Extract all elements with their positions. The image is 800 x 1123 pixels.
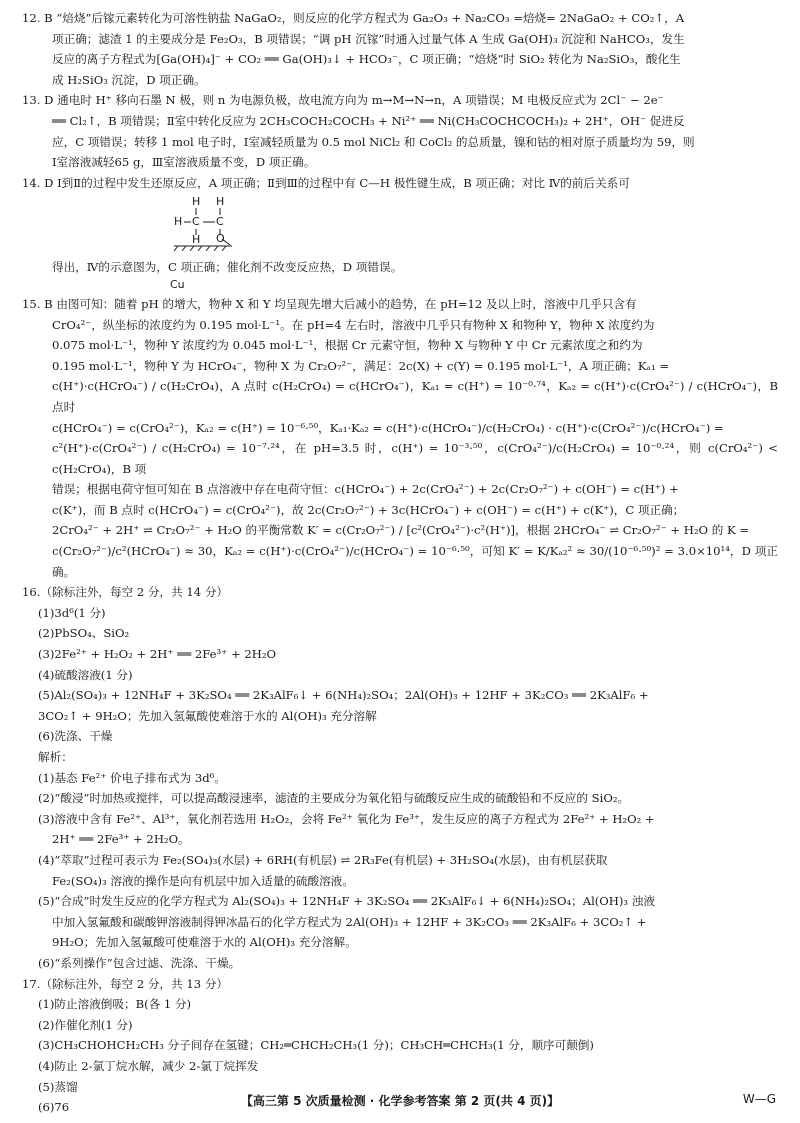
q16-explain-6: (6)“系列操作”包含过滤、洗涤、干燥。 [38, 955, 241, 970]
q16-answer-2: (2)PbSO₄、SiO₂ [38, 626, 130, 641]
atom-cu: Cu [170, 277, 185, 291]
q16-analysis-label: 解析： [38, 750, 73, 764]
q16-explain-5b: 中加入氢氟酸和碳酸钾溶液制得钾冰晶石的化学方程式为 2Al(OH)₃ + 12HF + 3K₂CO₃ ══ 2K₃AlF₆ + 3CO₂↑ + [52, 914, 647, 929]
q16-explain-5c: 9H₂O；先加入氢氟酸可使难溶于水的 Al(OH)₃ 充分溶解。 [52, 935, 357, 950]
structure-bonds [170, 195, 290, 257]
q12-line-3: 反应的离子方程式为[Ga(OH)₄]⁻ + CO₂ ══ Ga(OH)₃↓ + HCO₃⁻，C 项正确；“焙烧”时 SiO₂ 转化为 Na₂SiO₃，酸化生 [52, 52, 681, 67]
q17-answer-1: (1)防止溶液倒吸；B(各 1 分) [38, 997, 192, 1012]
q12-line-2: 项正确；滤渣 1 的主要成分是 Fe₂O₃，B 项错误；“调 pH 沉镓”时通入过量气体 A 生成 Ga(OH)₃ 沉淀和 NaHCO₃，发生 [52, 31, 685, 46]
q16-explain-3b: 2H⁺ ══ 2Fe³⁺ + 2H₂O。 [52, 832, 190, 847]
atom-c: C [192, 215, 200, 229]
footer-title: 【高三第 5 次质量检测 · 化学参考答案 第 2 页(共 4 页)】 [240, 1094, 560, 1108]
page-footer [0, 1092, 800, 1112]
q17-answer-4: (4)防止 2-氯丁烷水解，减少 2-氯丁烷挥发 [38, 1058, 259, 1073]
q16-explain-5a: (5)“合成”时发生反应的化学方程式为 Al₂(SO₄)₃ + 12NH₄F + 3K₂SO₄ ══ 2K₃AlF₆↓ + 6(NH₄)₂SO₄；Al(OH)₃ 浊液 [38, 894, 655, 909]
atom-h-top-right: H [216, 195, 225, 209]
q14-line-2-tail: ，C 项正确；催化剂不改变反应热，D 项错误。 [156, 260, 403, 275]
q16-explain-2: (2)“酸浸”时加热或搅拌，可以提高酸浸速率，滤渣的主要成分为氧化铅与硫酸反应生成的硫酸铅和不反应的 SiO₂。 [38, 791, 630, 806]
q16-explain-4a: (4)“萃取”过程可表示为 Fe₂(SO₄)₃(水层) + 6RH(有机层) ⇌ 2R₃Fe(有机层) + 3H₂SO₄(水层)，由有机层获取 [38, 852, 608, 867]
q16-answer-5a: (5)Al₂(SO₄)₃ + 12NH₄F + 3K₂SO₄ ══ 2K₃AlF₆↓ + 6(NH₄)₂SO₄；2Al(OH)₃ + 12HF + 3K₂CO₃ ══ 2K₃AlF₆ + [38, 688, 649, 703]
atom-h-bottom: H [192, 233, 201, 247]
atom-h-left: H [174, 215, 183, 229]
q15-line-9: c(K⁺)，而 B 点时 c(HCrO₄⁻) = c(CrO₄²⁻)，故 2c(Cr₂O₇²⁻) + 3c(HCrO₄⁻) + c(OH⁻) = c(H⁺) + c(K⁺)，C 项正确； [52, 502, 685, 517]
q15-line-8: 错误；根据电荷守恒可知在 B 点溶液中存在电荷守恒：c(HCrO₄⁻) + 2c(CrO₄²⁻) + 2c(Cr₂O₇²⁻) + c(OH⁻) = c(H⁺) + [52, 482, 679, 497]
q13-line-3: 应，C 项错误；转移 1 mol 电子时，Ⅰ室减轻质量为 0.5 mol NiCl₂ 和 CoCl₂ 的总质量，镍和钴的相对原子质量均为 59，则 [52, 134, 695, 149]
q15-line-5: c(H⁺)·c(HCrO₄⁻) / c(H₂CrO₄)，A 点时 c(H₂CrO₄) = c(HCrO₄⁻)，Kₐ₁ = c(H⁺) = 10⁻⁰·⁷⁴，Kₐ₂ = c(H⁺)·c(CrO₄²⁻) / c(HCrO₄⁻)，B 点时 [52, 379, 778, 414]
q16-answer-5b: 3CO₂↑ + 9H₂O；先加入氢氟酸使难溶于水的 Al(OH)₃ 充分溶解 [38, 708, 377, 723]
q17-answer-5: (5)蒸馏 [38, 1079, 78, 1094]
q14-line-2-lead: 得出，Ⅳ的示意图为 [52, 260, 157, 275]
q15-line-11: c(Cr₂O₇²⁻)/c²(HCrO₄⁻) ≈ 30，Kₐ₂ = c(H⁺)·c(CrO₄²⁻)/c(HCrO₄⁻) = 10⁻⁶·⁵⁰，可知 K′ = K/Kₐ₂² ≈ 30/(10⁻⁶·⁵⁰)² = 3.0×10¹⁴，D 项正确。 [52, 544, 778, 579]
q15-line-3: 0.075 mol·L⁻¹，物种 Y 浓度约为 0.045 mol·L⁻¹，根据 Cr 元素守恒，物种 X 与物种 Y 中 Cr 元素浓度之和约为 [52, 338, 643, 353]
q15-line-6: c(HCrO₄⁻) = c(CrO₄²⁻)，Kₐ₂ = c(H⁺) = 10⁻⁶·⁵⁰，Kₐ₁·Kₐ₂ = c(H⁺)·c(HCrO₄⁻)/c(H₂CrO₄) · c(H⁺)·c(CrO₄²⁻)/c(HCrO₄⁻) = [52, 420, 724, 435]
q12-line-4: 成 H₂SiO₃ 沉淀，D 项正确。 [52, 72, 206, 87]
q17-answer-2: (2)作催化剂(1 分) [38, 1017, 133, 1032]
answer-content [22, 8, 778, 1118]
footer-code: W—G [742, 1092, 776, 1106]
q16-answer-6: (6)洗涤、干燥 [38, 729, 113, 744]
q16-answer-3: (3)2Fe²⁺ + H₂O₂ + 2H⁺ ══ 2Fe³⁺ + 2H₂O [38, 647, 276, 662]
q16-answer-1: (1)3d⁶(1 分) [38, 605, 106, 620]
q16-explain-1: (1)基态 Fe²⁺ 价电子排布式为 3d⁶。 [38, 770, 226, 785]
atom-o: O [216, 232, 225, 246]
structure-diagram [170, 195, 290, 257]
q14-line-1: 14. D Ⅰ到Ⅱ的过程中发生还原反应，A 项正确；Ⅱ到Ⅲ的过程中有 C—H 极性键生成，B 项正确；对比 Ⅳ的前后关系可 [22, 175, 630, 190]
atom-h-top-left: H [192, 195, 201, 209]
q12-line-1: 12. B “焙烧”后镓元素转化为可溶性钠盐 NaGaO₂，则反应的化学方程式为 Ga₂O₃ + Na₂CO₃ =焙烧= 2NaGaO₂ + CO₂↑，A [22, 11, 685, 25]
q16-explain-4b: Fe₂(SO₄)₃ 溶液的操作是向有机层中加入适量的硫酸溶液。 [52, 873, 354, 888]
q14-line-2 [22, 257, 778, 278]
q16-explain-3a: (3)溶液中含有 Fe²⁺、Al³⁺，氧化剂若选用 H₂O₂，会将 Fe²⁺ 氧化为 Fe³⁺，发生反应的离子方程式为 2Fe²⁺ + H₂O₂ + [38, 811, 655, 826]
q17-answer-6: (6)76 [38, 1100, 70, 1115]
q15-line-10: 2CrO₄²⁻ + 2H⁺ ⇌ Cr₂O₇²⁻ + H₂O 的平衡常数 K′ = c(Cr₂O₇²⁻) / [c²(CrO₄²⁻)·c²(H⁺)]，根据 2HCrO₄⁻ ⇌ Cr₂O₇²⁻ + H₂O 的 K = [52, 523, 750, 538]
q13-line-4: Ⅰ室溶液减轻65 g，Ⅲ室溶液质量不变，D 项正确。 [52, 155, 316, 170]
q16-heading: 16.（除标注外，每空 2 分，共 14 分） [22, 585, 229, 600]
q15-line-4: 0.195 mol·L⁻¹，物种 Y 为 HCrO₄⁻，物种 X 为 Cr₂O₇²⁻，满足：2c(X) + c(Y) = 0.195 mol·L⁻¹，A 项正确；Kₐ₁ = [52, 358, 670, 373]
q15-line-1: 15. B 由图可知：随着 pH 的增大，物种 X 和 Y 均呈现先增大后减小的趋势，在 pH=12 及以上时，溶液中几乎只含有 [22, 296, 637, 311]
q15-line-2: CrO₄²⁻，纵坐标的浓度约为 0.195 mol·L⁻¹。在 pH=4 左右时，溶液中几乎只有物种 X 和物种 Y，物种 X 浓度约为 [52, 317, 655, 332]
atom-c-right: C [216, 215, 224, 229]
q17-answer-3: (3)CH₃CHOHCH₂CH₃ 分子间存在氢键；CH₂═CHCH₂CH₃(1 分)；CH₃CH═CHCH₃(1 分，顺序可颠倒) [38, 1038, 594, 1053]
q17-heading: 17.（除标注外，每空 2 分，共 13 分） [22, 976, 229, 991]
q15-line-7: c²(H⁺)·c(CrO₄²⁻) / c(H₂CrO₄) = 10⁻⁷·²⁴，在 pH=3.5 时，c(H⁺) = 10⁻³·⁵⁰，c(CrO₄²⁻)/c(H₂CrO₄) = 10⁻⁰·²⁴，则 c(CrO₄²⁻) < c(H₂CrO₄)，B 项 [52, 441, 778, 476]
q16-answer-4: (4)硫酸溶液(1 分) [38, 667, 133, 682]
q13-line-2: ══ Cl₂↑，B 项错误；Ⅱ室中转化反应为 2CH₃COCH₂COCH₃ + Ni²⁺ ══ Ni(CH₃COCHCOCH₃)₂ + 2H⁺，OH⁻ 促进反 [52, 113, 685, 128]
q13-line-1: 13. D 通电时 H⁺ 移向石墨 N 极，则 n 为电源负极，故电流方向为 m→M→N→n，A 项错误；M 电极反应式为 2Cl⁻ − 2e⁻ [22, 93, 664, 108]
